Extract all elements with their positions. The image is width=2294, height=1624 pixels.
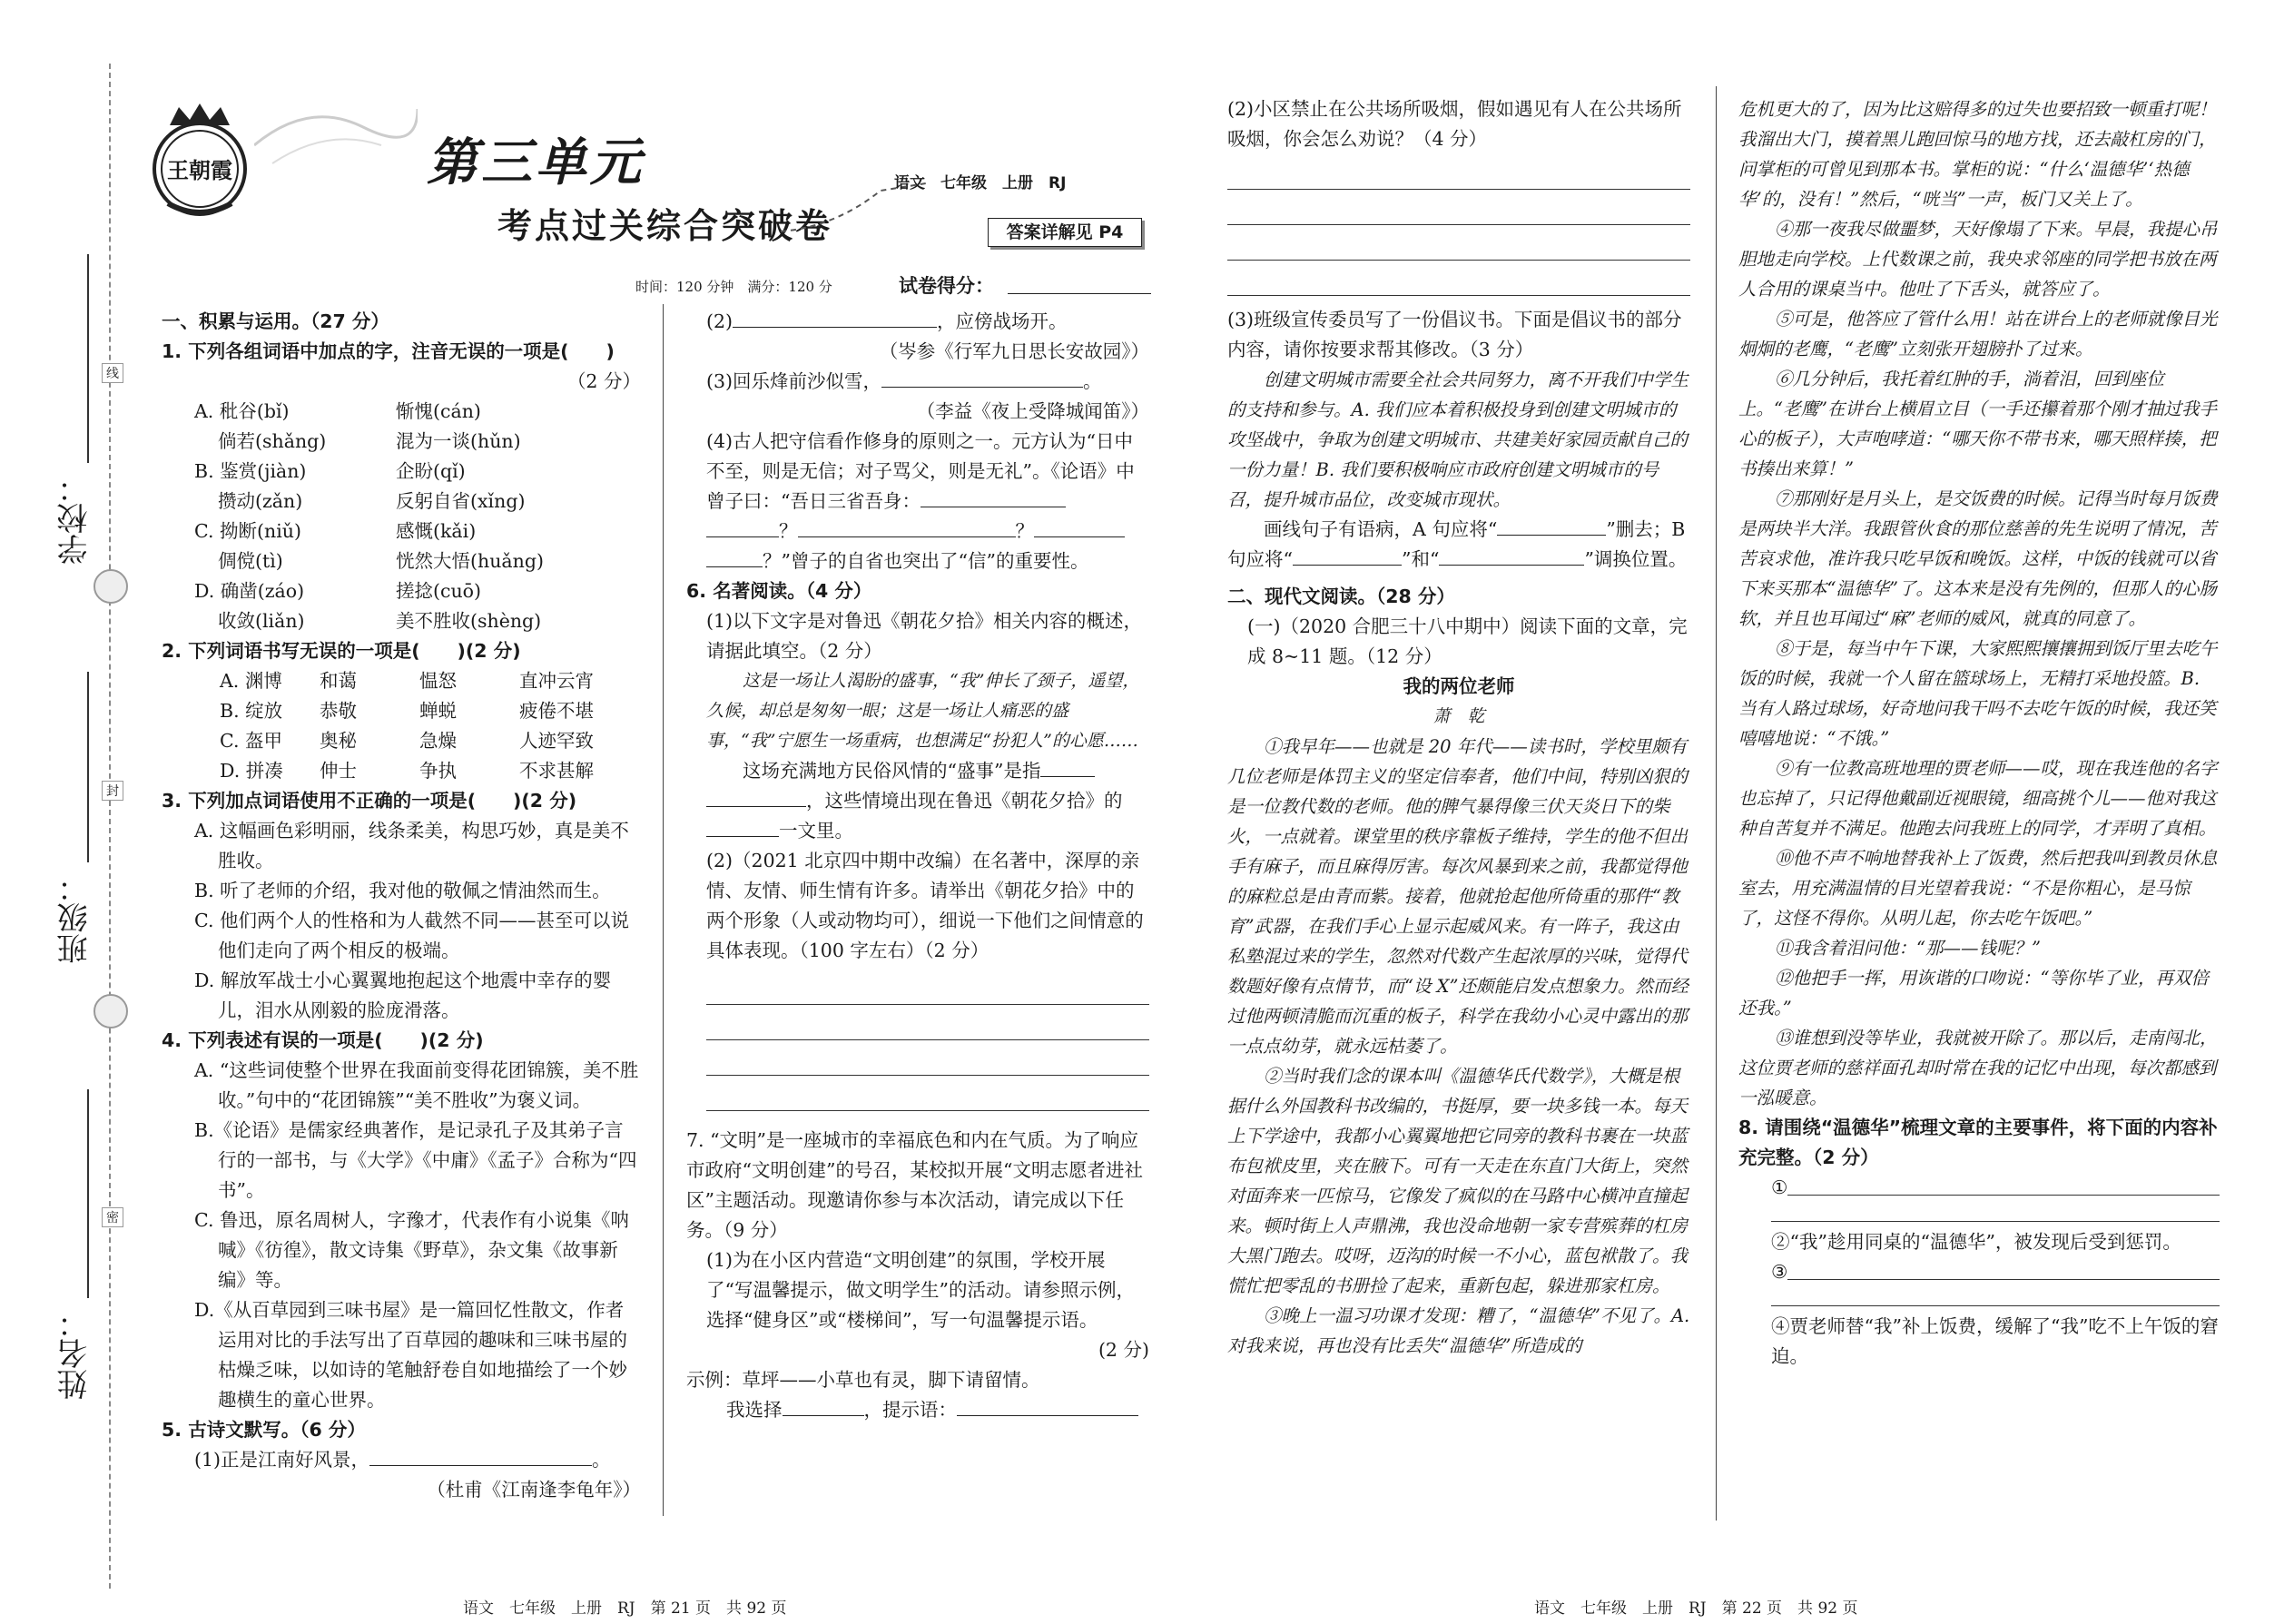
option-row: 收敛(liǎn) 美不胜收(shèng) bbox=[218, 610, 542, 632]
article-paragraph: 危机更大的了，因为比这赔得多的过失也要招致一顿重打呢！我溜出大门，摸着黑儿跑回惊马的地方找，还去敲杠房的门，问掌柜的可曾见到那本书。掌柜的说：“什么‘温德华’‘热德华’的，没有！”然后，“咣当”一声，板门又关上了。 bbox=[1738, 99, 2217, 210]
option-row: B. 绽放 恭敬 蝉蜕 疲倦不堪 bbox=[220, 700, 594, 722]
logo bbox=[150, 102, 250, 218]
article-title: 我的两位老师 bbox=[1403, 675, 1515, 697]
answer-line[interactable] bbox=[706, 1076, 1149, 1111]
answer-blank[interactable] bbox=[798, 518, 1016, 537]
answer-line[interactable] bbox=[1227, 154, 1690, 190]
school-label: 学校： bbox=[57, 472, 94, 565]
binding-dashed-line bbox=[109, 64, 111, 1589]
question-7: 7. “文明”是一座城市的幸福底色和内在气质。为了响应市政府“文明创建”的号召，某校拟开展“文明志愿者进社区”主题活动。现邀请你参与本次活动，请完成以下任务。（9 分） bbox=[686, 1129, 1143, 1241]
question-8: 8. 请围绕“温德华”梳理文章的主要事件，将下面的内容补充完整。（2 分） bbox=[1738, 1117, 2218, 1168]
question-7-3: (3)班级宣传委员写了一份倡议书。下面是倡议书的部分内容，请你按要求帮其修改。（3 分） bbox=[1227, 309, 1682, 360]
source-citation: （岑参《行军九日思长安故园》） bbox=[879, 340, 1149, 362]
option-row: A. 渊博 和蔼 愠怒 直冲云宵 bbox=[220, 670, 594, 692]
answer-line[interactable] bbox=[706, 1040, 1149, 1076]
binding-hole-icon bbox=[94, 994, 128, 1029]
article-paragraph: ⑪我含着泪问他：“那——钱呢？” bbox=[1775, 938, 2041, 959]
answer-reference: 答案详解见 P4 bbox=[1006, 222, 1124, 242]
question-1: 1. 下列各组词语中加点的字，注音无误的一项是( ) bbox=[162, 340, 615, 362]
answer-blank[interactable] bbox=[369, 1447, 592, 1466]
answer-blank[interactable] bbox=[783, 1397, 864, 1416]
column-3 bbox=[1227, 94, 1690, 1361]
article-paragraph: ①我早年——也就是 20 年代——读书时，学校里颇有几位老师是体罚主义的坚定信奉者，他们中间，特别凶狠的是一位教代数的老师。他的脾气暴得像三伏天炎日下的柴火，一点就着。课堂里的秩序靠板子维持，学生的他不但出手有麻子，而且麻得厉害。每次风暴到来之前，我都觉得他的麻粒总是由青而紫。接着，他就抢起他所倚重的那件“教育”武器，在我们手心上显示起威风来。有一阵子，我这由私塾混过来的学生，忽然对代数产生起浓厚的兴味，觉得代数题好像有点情节，而“设 X”还颇能启发点想象力。然而经过他两顿清脆而沉重的板子，科学在我幼小心灵中露出的那一点点幼芽，就永远枯萎了。 bbox=[1227, 736, 1689, 1057]
question-3: 3. 下列加点词语使用不正确的一项是( )(2 分) bbox=[162, 790, 577, 812]
option-row: D. 拼凑 伸士 争执 不求甚解 bbox=[220, 760, 594, 782]
class-field[interactable] bbox=[87, 672, 89, 862]
answer-blank[interactable] bbox=[1497, 517, 1606, 536]
article-paragraph: ③晚上一温习功课才发现：糟了，“温德华”不见了。A. 对我来说，再也没有比丢失“温德华”所造成的 bbox=[1227, 1305, 1690, 1356]
article-paragraph: ⑥几分钟后，我托着红肿的手，淌着泪，回到座位上。“老鹰”在讲台上横眉立目（一手还攥着那个刚才抽过我手心的板子），大声咆哮道：“哪天你不带书来，哪天照样揍，把书揍出来算！” bbox=[1738, 369, 2217, 479]
option-text: B.《论语》是儒家经典著作，是记录孔子及其弟子言行的一部书，与《大学》《中庸》《孟子》合称为“四书”。 bbox=[194, 1119, 637, 1201]
section-1-heading: 一、积累与运用。（27 分） bbox=[162, 310, 389, 332]
article-paragraph: ⑫他把手一挥，用诙谐的口吻说：“等你毕了业，再双倍还我。” bbox=[1738, 968, 2209, 1019]
column-divider bbox=[663, 304, 664, 1516]
option-text: C. 他们两个人的性格和为人截然不同——甚至可以说他们走向了两个相反的极端。 bbox=[194, 910, 629, 961]
question-2: 2. 下列词语书写无误的一项是( )(2 分) bbox=[162, 640, 521, 662]
name-label: 姓名： bbox=[57, 1307, 94, 1400]
name-field[interactable] bbox=[87, 1089, 89, 1298]
article-paragraph: ⑨有一位教高班地理的贾老师——哎，现在我连他的名字也忘掉了，只记得他戴副近视眼镜，细高挑个儿——他对我这种自苦复并不满足。他跑去问我班上的同学，才弄明了真相。 bbox=[1738, 758, 2218, 839]
answer-blank[interactable] bbox=[921, 488, 1066, 507]
question-6: 6. 名著阅读。（4 分） bbox=[686, 580, 872, 602]
question-6-1: (1)以下文字是对鲁迅《朝花夕拾》相关内容的概述，请据此填空。（2 分） bbox=[706, 610, 1143, 662]
answer-blank[interactable] bbox=[881, 369, 1083, 388]
page-footer-right: 语文 七年级 上册 RJ 第 22 页 共 92 页 bbox=[1534, 1599, 1858, 1618]
part-1-intro: (一)（2020 合肥三十八中期中）阅读下面的文章，完成 8~11 题。（12 分） bbox=[1247, 615, 1688, 667]
article-paragraph: ⑬谁想到没等毕业，我就被开除了。那以后，走南闯北，这位贾老师的慈祥面孔却时常在我的记忆中出现，每次都感到一泓暖意。 bbox=[1738, 1028, 2218, 1108]
option-text: C. 鲁迅，原名周树人，字豫才，代表作有小说集《呐喊》《彷徨》，散文诗集《野草》，杂文集《故事新编》等。 bbox=[194, 1209, 629, 1291]
option-text: A. “这些词使整个世界在我面前变得花团锦簇，美不胜收。”句中的“花团锦簇”“美不胜收”为褒义词。 bbox=[194, 1059, 639, 1111]
question-8-item-4: ④贾老师替“我”补上饭费，缓解了“我”吃不上午饭的窘迫。 bbox=[1771, 1315, 2219, 1367]
article-author: 萧 乾 bbox=[1433, 706, 1485, 726]
answer-blank[interactable] bbox=[706, 518, 779, 537]
answer-line[interactable] bbox=[1771, 1203, 2220, 1222]
score-field[interactable] bbox=[1008, 293, 1151, 294]
question-7-1-points: (2 分) bbox=[1098, 1339, 1149, 1361]
question-5-4: (4)古人把守信看作修身的原则之一。元方认为“日中不至，则是无信；对子骂父，则是无礼”。《论语》中曾子曰：“吾日三省吾身： bbox=[706, 430, 1135, 512]
seal-label-secret: 密 bbox=[102, 1207, 123, 1227]
answer-line[interactable] bbox=[1787, 1173, 2220, 1196]
ribbon-decoration bbox=[254, 91, 418, 172]
option-text: A. 这幅画色彩明丽，线条柔美，构思巧妙，真是美不胜收。 bbox=[194, 820, 629, 871]
option-text: B. 听了老师的介绍，我对他的敬佩之情油然而生。 bbox=[194, 880, 611, 901]
school-field[interactable] bbox=[87, 254, 89, 463]
answer-line[interactable] bbox=[1227, 261, 1690, 296]
question-5-2: (2) ，应傍战场开。 bbox=[706, 310, 1068, 332]
answer-blank[interactable] bbox=[1293, 546, 1402, 566]
question-5-1: (1)正是江南好风景， 。 bbox=[194, 1449, 611, 1471]
answer-blank[interactable] bbox=[957, 1397, 1138, 1416]
option-row: C. 拗断(niǔ) 感慨(kǎi) bbox=[194, 520, 477, 542]
question-8-item-3: ③ bbox=[1738, 1257, 2220, 1287]
question-7-3-fill: 画线句子有语病，A 句应将“ ”删去；B 句应将“ ”和“ ”调换位置。 bbox=[1227, 518, 1688, 570]
answer-line[interactable] bbox=[1771, 1287, 2220, 1306]
seal-label-line: 线 bbox=[102, 363, 123, 383]
source-citation: （杜甫《江南逢李龟年》） bbox=[427, 1479, 641, 1501]
answer-blank[interactable] bbox=[733, 309, 937, 328]
article-paragraph: ④那一夜我尽做噩梦，天好像塌了下来。早晨，我提心吊胆地走向学校。上代数课之前，我央求邻座的同学把书放在两人合用的课桌当中。他吐了下舌头，就答应了。 bbox=[1738, 219, 2218, 300]
question-2-options bbox=[162, 666, 641, 786]
option-row: A. 秕谷(bǐ) 惭愧(cán) bbox=[194, 400, 481, 422]
option-text: D.《从百草园到三味书屋》是一篇回忆性散文，作者运用对比的手法写出了百草园的趣味和三味书屋的枯燥乏味，以如诗的笔触舒卷自如地描绘了一个妙趣横生的童心世界。 bbox=[194, 1299, 627, 1411]
answer-line[interactable] bbox=[706, 1005, 1149, 1040]
answer-line[interactable] bbox=[1227, 190, 1690, 225]
unit-title: 第三单元 bbox=[427, 133, 645, 192]
source-citation: （李益《夜上受降城闻笛》） bbox=[916, 400, 1149, 422]
paper-subtitle: 考点过关综合突破卷 bbox=[497, 206, 833, 246]
option-row: B. 鉴赏(jiàn) 企盼(qǐ) bbox=[194, 460, 466, 482]
column-1 bbox=[162, 307, 641, 1505]
answer-blank[interactable] bbox=[706, 788, 806, 807]
question-7-example: 示例：草坪——小草也有灵，脚下请留情。 bbox=[686, 1369, 1040, 1391]
question-5: 5. 古诗文默写。（6 分） bbox=[162, 1419, 366, 1441]
reading-passage: 这是一场让人渴盼的盛事，“我”伸长了颈子，遥望，久候，却总是匆匆一眼；这是一场让人痛恶的盛事，“我”宁愿生一场重病，也想满足“扮犯人”的心愿…… bbox=[706, 671, 1140, 751]
answer-line[interactable] bbox=[1227, 225, 1690, 261]
answer-blank[interactable] bbox=[706, 818, 779, 837]
column-4 bbox=[1738, 94, 2220, 1372]
proposal-text: 创建文明城市需要全社会共同努力，离不开我们中学生的支持和参与。A. 我们应本着积极投身到创建文明城市的攻坚战中，争取为创建文明城市、共建美好家园贡献自己的一份力量！B. 我们要积极响应市政府创建文明城市的号召，提升城市品位，改变城市现状。 bbox=[1227, 369, 1689, 510]
class-label: 班级： bbox=[57, 871, 94, 964]
question-1-points: （2 分） bbox=[566, 370, 641, 392]
question-5-4-end: ？”曾子的自省也突出了“信”的重要性。 bbox=[686, 546, 1149, 576]
answer-line[interactable] bbox=[706, 969, 1149, 1005]
answer-blank[interactable] bbox=[1040, 758, 1095, 777]
binding-hole-icon bbox=[94, 569, 128, 604]
article-paragraph: ⑦那刚好是月头上，是交饭费的时候。记得当时每月饭费是两块半大洋。我跟管伙食的那位慈善的先生说明了情况，苦苦哀求他，准许我只吃早饭和晚饭。这样，中饭的钱就可以省下来买那本“温德华”了。这本来是没有先例的，但那人的心肠软，并且也耳闻过“麻”老师的威风，就真的同意了。 bbox=[1738, 488, 2218, 629]
column-2 bbox=[686, 307, 1149, 1425]
article-paragraph: ⑧于是，每当中午下课，大家熙熙攘攘拥到饭厅里去吃午饭的时候，我就一个人留在篮球场上，无精打采地投篮。B. 当有人路过球场，好奇地问我干吗不去吃午饭的时候，我还笑嘻嘻地说：“不饿。” bbox=[1738, 638, 2218, 749]
option-row: D. 确凿(záo) 搓捻(cuō) bbox=[194, 580, 482, 602]
question-5-3: (3)回乐烽前沙似雪， 。 bbox=[706, 370, 1102, 392]
question-8-item-2: ②“我”趁用同桌的“温德华”，被发现后受到惩罚。 bbox=[1771, 1231, 2181, 1253]
article-paragraph: ②当时我们念的课本叫《温德华氏代数学》，大概是根据什么外国教科书改编的，书挺厚，要一块多钱一本。每天上下学途中，我都小心翼翼地把它同旁的教科书裹在一块蓝布包袱皮里，夹在腋下。可有一天走在东直门大街上，突然对面奔来一匹惊马，它像发了疯似的在马路中心横冲直撞起来。顿时街上人声鼎沸，我也没命地朝一家专营殡葬的杠房大黑门跑去。哎呀，迈沟的时候一不小心，蓝包袱散了。我慌忙把零乱的书册捡了起来，重新包起，躲进那家杠房。 bbox=[1227, 1066, 1689, 1296]
question-7-choose: 我选择 ，提示语： bbox=[686, 1395, 1149, 1425]
logo-text: 王朝霞 bbox=[167, 157, 232, 183]
question-5-4-cont: ？ ？ bbox=[686, 517, 1149, 546]
seal-label-seal: 封 bbox=[102, 781, 123, 801]
course-tags: 语文 七年级 上册 RJ bbox=[894, 174, 1067, 192]
answer-reference-box bbox=[988, 218, 1142, 247]
article-paragraph: ⑤可是，他答应了管什么用！站在讲台上的老师就像目光炯炯的老鹰，“老鹰”立刻张开翅膀扑了过来。 bbox=[1738, 309, 2218, 359]
answer-blank[interactable] bbox=[1439, 546, 1584, 566]
option-text: D. 解放军战士小心翼翼地抱起这个地震中幸存的婴儿，泪水从刚毅的脸庞滑落。 bbox=[194, 969, 612, 1021]
question-4: 4. 下列表述有误的一项是( )(2 分) bbox=[162, 1029, 484, 1051]
question-6-fill: 这场充满地方民俗风情的“盛事”是指，这些情境出现在鲁迅《朝花夕拾》的一文里。 bbox=[686, 756, 1149, 846]
section-2-heading: 二、现代文阅读。（28 分） bbox=[1227, 586, 1455, 607]
article-paragraph: ⑩他不声不响地替我补上了饭费，然后把我叫到教员休息室去，用充满温情的目光望着我说：“不是你粗心，是马惊了，这怪不得你。从明儿起，你去吃午饭吧。” bbox=[1738, 848, 2218, 929]
score-label: 试卷得分： bbox=[899, 275, 994, 297]
answer-line[interactable] bbox=[1787, 1257, 2220, 1280]
option-row: C. 盔甲 奥秘 急燥 人迹罕致 bbox=[220, 730, 594, 752]
time-info: 时间：120 分钟 满分：120 分 bbox=[635, 279, 832, 295]
answer-blank[interactable] bbox=[1034, 518, 1125, 537]
option-row: 倘若(shǎng) 混为一谈(hǔn) bbox=[218, 430, 521, 452]
question-7-2: (2)小区禁止在公共场所吸烟，假如遇见有人在公共场所吸烟，你会怎么劝说？（4 分） bbox=[1227, 98, 1682, 150]
option-row: 倜傥(tì) 恍然大悟(huǎng) bbox=[218, 550, 544, 572]
answer-blank[interactable] bbox=[706, 548, 763, 567]
option-row: 攒动(zǎn) 反躬自省(xǐng) bbox=[218, 490, 526, 512]
question-8-item-1: ① bbox=[1738, 1173, 2220, 1203]
question-1-options bbox=[162, 397, 641, 636]
question-6-2: (2)（2021 北京四中期中改编）在名著中，深厚的亲情、友情、师生情有许多。请举出《朝花夕拾》中的两个形象（人或动物均可），细说一下他们之间情意的具体表现。（100 字左右）（2 分） bbox=[706, 850, 1144, 961]
page-footer-left: 语文 七年级 上册 RJ 第 21 页 共 92 页 bbox=[463, 1599, 787, 1618]
question-7-1: (1)为在小区内营造“文明创建”的氛围，学校开展了“写温馨提示，做文明学生”的活动。请参照示例，选择“健身区”或“楼梯间”，写一句温馨提示语。 bbox=[706, 1249, 1135, 1331]
column-divider bbox=[1716, 86, 1717, 1521]
